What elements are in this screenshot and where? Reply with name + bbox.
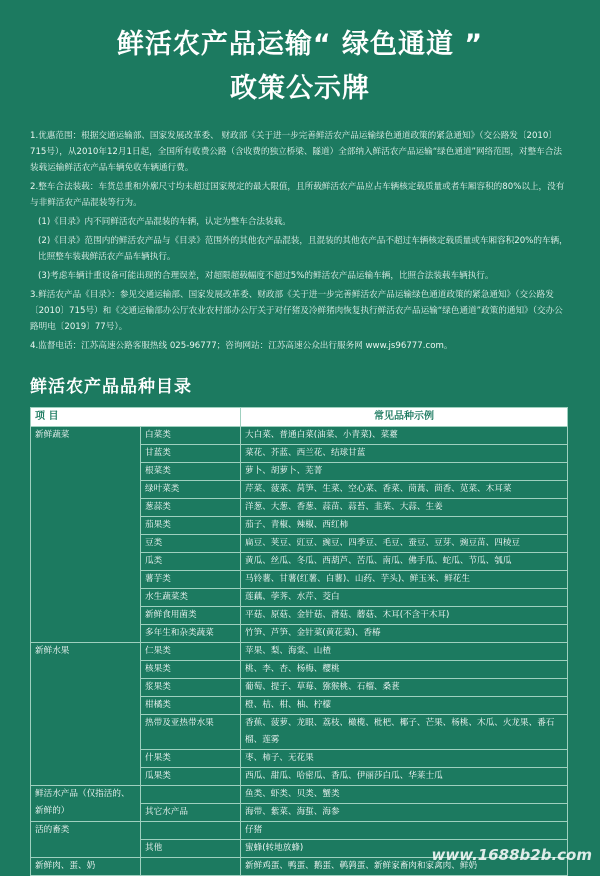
catalog-heading: 鲜活农产品品种目录 (30, 377, 192, 397)
catalog-type-cell: 薯芋类 (141, 571, 241, 589)
catalog-type-cell: 茄果类 (141, 517, 241, 535)
catalog-header-row (31, 408, 568, 427)
catalog-examples-cell: 洋葱、大葱、香葱、蒜苗、蒜苔、韭菜、大蒜、生姜 (241, 499, 568, 517)
policy-item-4: 4.监督电话：江苏高速公路客服热线 025-96777；咨询网站：江苏高速公众出行服务网 www.js96777.com。 (30, 341, 453, 351)
catalog-examples-cell: 海带、紫菜、海蜇、海参 (241, 804, 568, 822)
catalog-group-cell: 新鲜肉、蛋、奶 (31, 858, 141, 876)
title-line-1: 鲜活农产品运输“ 绿色通道 ” (116, 29, 484, 60)
catalog-type-cell: 什果类 (141, 750, 241, 768)
catalog-row (31, 427, 568, 445)
catalog-examples-cell: 葡萄、提子、草莓、猕猴桃、石榴、桑葚 (241, 679, 568, 697)
catalog-examples-cell: 蜜蜂(转地放蜂) (241, 840, 568, 858)
catalog-examples-cell: 橙、桔、柑、柚、柠檬 (241, 697, 568, 715)
catalog-type-cell: 葱蒜类 (141, 499, 241, 517)
catalog-body (31, 427, 568, 876)
catalog-examples-cell: 芹菜、菠菜、莴笋、生菜、空心菜、香菜、茼蒿、茴香、苋菜、木耳菜 (241, 481, 568, 499)
catalog-type-cell: 甘蓝类 (141, 445, 241, 463)
catalog-type-cell: 其他 (141, 840, 241, 858)
policy-item-3: 3.鲜活农产品《目录》：参见交通运输部、国家发展改革委、财政部《关于进一步完善鲜活农产品运输绿色通道政策的紧急通知》（交公路发〔2010〕715号）和《交通运输部办公厅农业农村部办公厅关于对仔猪及冷鲜猪肉恢复执行鲜活农产品运输“绿色通道”政策的通知》（交办公路明电〔2019〕77号）。 (30, 290, 563, 332)
catalog-examples-cell: 黄瓜、丝瓜、冬瓜、西葫芦、苦瓜、南瓜、佛手瓜、蛇瓜、节瓜、瓠瓜 (241, 553, 568, 571)
catalog-examples-cell: 平菇、原菇、金针菇、滑菇、蘑菇、木耳(不含干木耳) (241, 607, 568, 625)
catalog-group-cell: 新鲜蔬菜 (31, 427, 141, 643)
catalog-type-cell (141, 786, 241, 804)
policy-item-1: 1.优惠范围：根据交通运输部、国家发展改革委、 财政部《关于进一步完善鲜活农产品运输绿色通道政策的紧急通知》（交公路发〔2010〕715号），从2010年12月1日起，全国所有收费公路（含收费的独立桥梁、隧道）全部纳入鲜活农产品运输“绿色通道”网络范围，对整车合法装载运输鲜活农产品车辆免收车辆通行费。 (30, 131, 562, 173)
col-header-examples: 常见品种示例 (241, 408, 568, 427)
policy-item-2-3: (3)考虑车辆计重设备可能出现的合理误差，对超限超载幅度不超过5%的鲜活农产品运输车辆，比照合法装载车辆执行。 (38, 271, 494, 281)
catalog-examples-cell: 莲藕、荸荠、水芹、茭白 (241, 589, 568, 607)
watermark: www.1688b2b.com (431, 846, 592, 864)
catalog-examples-cell: 香蕉、菠萝、龙眼、荔枝、橄榄、枇杷、椰子、芒果、杨桃、木瓜、火龙果、番石榴、莲雾 (241, 715, 568, 750)
catalog-examples-cell: 西瓜、甜瓜、哈密瓜、香瓜、伊丽莎白瓜、华莱士瓜 (241, 768, 568, 786)
catalog-type-cell: 豆类 (141, 535, 241, 553)
catalog-type-cell: 浆果类 (141, 679, 241, 697)
catalog-examples-cell: 大白菜、普通白菜(油菜、小青菜)、菜薹 (241, 427, 568, 445)
catalog-examples-cell: 菜花、芥蓝、西兰花、结球甘蓝 (241, 445, 568, 463)
catalog-type-cell: 瓜果类 (141, 768, 241, 786)
catalog-row (31, 643, 568, 661)
policy-item-2: 2.整车合法装载：车货总重和外廓尺寸均未超过国家规定的最大限值，且所载鲜活农产品应占车辆核定载质量或者车厢容积的80%以上，没有与非鲜活农产品混装等行为。 (30, 182, 565, 208)
catalog-group-cell: 活的畜类 (31, 822, 141, 858)
title-line-2: 政策公示牌 (230, 73, 370, 104)
catalog-type-cell (141, 858, 241, 876)
policy-text (30, 128, 568, 354)
catalog-examples-cell: 苹果、梨、海棠、山楂 (241, 643, 568, 661)
catalog-type-cell: 瓜类 (141, 553, 241, 571)
catalog-type-cell: 绿叶菜类 (141, 481, 241, 499)
catalog-type-cell: 热带及亚热带水果 (141, 715, 241, 750)
catalog-examples-cell: 鱼类、虾类、贝类、蟹类 (241, 786, 568, 804)
catalog-examples-cell: 扁豆、荚豆、豇豆、豌豆、四季豆、毛豆、蚕豆、豆芽、豌豆苗、四棱豆 (241, 535, 568, 553)
catalog-examples-cell: 萝卜、胡萝卜、芜菁 (241, 463, 568, 481)
catalog-type-cell: 仁果类 (141, 643, 241, 661)
catalog-type-cell (141, 822, 241, 840)
catalog-group-cell: 鲜活水产品（仅指活的、新鲜的） (31, 786, 141, 822)
catalog-examples-cell: 新鲜鸡蛋、鸭蛋、鹅蛋、鹌鹑蛋、新鲜家畜肉和家禽肉、鲜奶 (241, 858, 568, 876)
catalog-row (31, 822, 568, 840)
catalog-type-cell: 白菜类 (141, 427, 241, 445)
catalog-type-cell: 根菜类 (141, 463, 241, 481)
catalog-type-cell: 水生蔬菜类 (141, 589, 241, 607)
policy-item-2-1: (1)《目录》内不同鲜活农产品混装的车辆，认定为整车合法装载。 (38, 217, 291, 227)
catalog-type-cell: 新鲜食用菌类 (141, 607, 241, 625)
catalog-examples-cell: 马铃薯、甘薯(红薯、白薯)、山药、芋头)、鲜玉米、鲜花生 (241, 571, 568, 589)
catalog-examples-cell: 仔猪 (241, 822, 568, 840)
catalog-examples-cell: 茄子、青椒、辣椒、西红柿 (241, 517, 568, 535)
catalog-type-cell: 多年生和杂类蔬菜 (141, 625, 241, 643)
catalog-group-cell: 新鲜水果 (31, 643, 141, 786)
catalog-examples-cell: 竹笋、芦笋、金针菜(黄花菜)、香椿 (241, 625, 568, 643)
col-header-item: 项 目 (31, 408, 241, 427)
catalog-table-wrap (30, 407, 568, 876)
catalog-type-cell: 柑橘类 (141, 697, 241, 715)
catalog-row (31, 786, 568, 804)
catalog-examples-cell: 枣、柿子、无花果 (241, 750, 568, 768)
catalog-examples-cell: 桃、李、杏、杨梅、樱桃 (241, 661, 568, 679)
catalog-type-cell: 其它水产品 (141, 804, 241, 822)
policy-item-2-2: (2)《目录》范围内的鲜活农产品与《目录》范围外的其他农产品混装，且混装的其他农产品不超过车辆核定载质量或车厢容积20%的车辆，比照整车装载鲜活农产品车辆执行。 (38, 236, 568, 262)
catalog-table (30, 407, 568, 876)
catalog-type-cell: 核果类 (141, 661, 241, 679)
